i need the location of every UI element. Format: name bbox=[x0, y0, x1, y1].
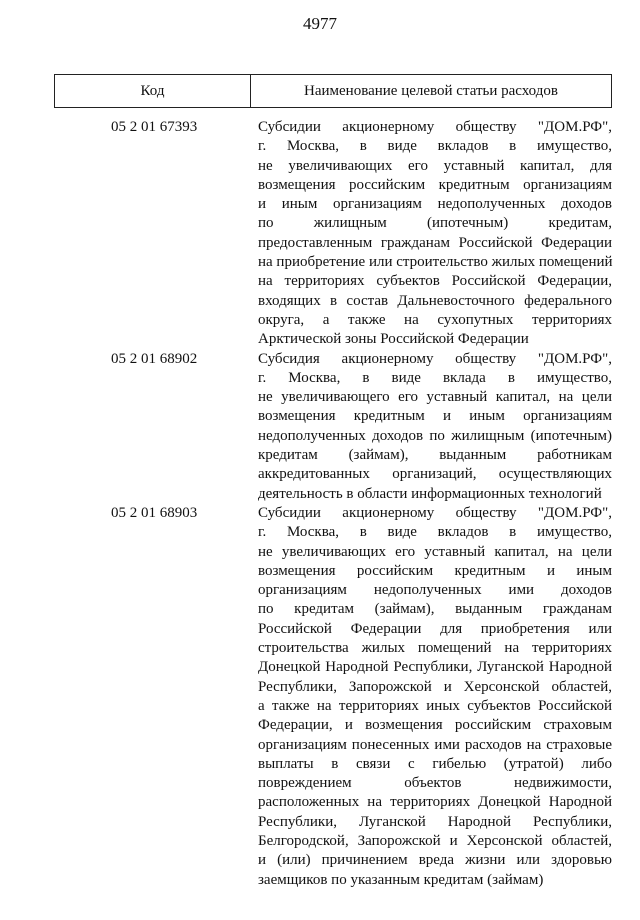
header-name: Наименование целевой статьи расходов bbox=[304, 82, 558, 99]
description-line: Республики, Луганской Народной Республики, bbox=[258, 813, 612, 830]
table-body bbox=[0, 118, 640, 890]
table-row bbox=[0, 504, 640, 890]
description-line: не увеличивающих его уставный капитал, для bbox=[258, 157, 612, 174]
description-line: недополученных доходов по жилищным (ипотечным) bbox=[258, 427, 612, 444]
description-line: и (или) причинением вреда жизни или здоровью bbox=[258, 852, 612, 869]
description-line: Федерации, и возмещения российским страховым bbox=[258, 717, 612, 734]
table-header bbox=[54, 74, 612, 108]
description-line: аккредитованных организаций, осуществляющих bbox=[258, 466, 612, 483]
description-line: а также на территориях иных субъектов Российской bbox=[258, 697, 612, 714]
row-code: 05 2 01 68903 bbox=[111, 504, 198, 521]
description-line: возмещения российским кредитным и иным bbox=[258, 562, 612, 579]
description-line: возмещения российским кредитным организациям bbox=[258, 176, 612, 193]
description-line: на приобретение или строительство жилых помещений bbox=[258, 254, 613, 271]
description-line: по кредитам (займам), выданным гражданам bbox=[258, 601, 612, 618]
description-line: по жилищным (ипотечным) кредитам, bbox=[258, 215, 612, 232]
description-line: не увеличивающих его уставный капитал, на цели bbox=[258, 543, 612, 560]
description-line: организациям понесенных ими расходов на страховые bbox=[258, 736, 612, 753]
page-number: 4977 bbox=[303, 14, 337, 33]
row-description bbox=[258, 350, 612, 504]
description-line: Российской Федерации для приобретения или bbox=[258, 620, 612, 637]
description-line: на территориях субъектов Российской Федерации, bbox=[258, 273, 612, 290]
description-line: Белгородской, Запорожской и Херсонской областей, bbox=[258, 832, 612, 849]
row-code: 05 2 01 67393 bbox=[111, 119, 198, 135]
description-line: Республики, Запорожской и Херсонской областей, bbox=[258, 678, 612, 695]
row-description bbox=[258, 118, 612, 350]
description-line: организациям недополученных ими доходов bbox=[258, 582, 612, 599]
description-line: кредитам (займам), выданным работникам bbox=[258, 447, 612, 464]
description-line: г. Москва, в виде вкладов в имущество, bbox=[258, 138, 612, 155]
row-code: 05 2 01 68902 bbox=[111, 350, 198, 367]
description-line: г. Москва, в виде вкладов в имущество, bbox=[258, 524, 612, 541]
header-code: Код bbox=[55, 75, 251, 107]
description-line: Арктической зоны Российской Федерации bbox=[258, 331, 529, 348]
description-line: Субсидии акционерному обществу "ДОМ.РФ", bbox=[258, 119, 612, 135]
description-line: не увеличивающего его уставный капитал, на цели bbox=[258, 389, 612, 406]
description-line: г. Москва, в виде вклада в имущество, bbox=[258, 369, 612, 386]
row-description bbox=[258, 504, 612, 890]
description-line: деятельность в области информационных технологий bbox=[258, 485, 602, 502]
description-line: расположенных на территориях Донецкой Народной bbox=[258, 794, 612, 811]
description-line: предоставленным гражданам Российской Федерации bbox=[258, 234, 612, 251]
description-line: повреждением объектов недвижимости, bbox=[258, 775, 612, 792]
table-row bbox=[0, 350, 640, 504]
description-line: Донецкой Народной Республики, Луганской Народной bbox=[258, 659, 612, 676]
description-line: строительства жилых помещений на территориях bbox=[258, 640, 612, 657]
description-line: округа, а также на сухопутных территориях bbox=[258, 311, 612, 328]
description-line: заемщиков по указанным кредитам (займам) bbox=[258, 871, 544, 888]
description-line: входящих в состав Дальневосточного федерального bbox=[258, 292, 612, 309]
description-line: возмещения кредитным и иным организациям bbox=[258, 408, 612, 425]
table-row bbox=[0, 118, 640, 350]
description-line: Субсидия акционерному обществу "ДОМ.РФ", bbox=[258, 350, 612, 367]
description-line: выплаты в связи с гибелью (утратой) либо bbox=[258, 755, 612, 772]
description-line: Субсидии акционерному обществу "ДОМ.РФ", bbox=[258, 504, 612, 521]
description-line: и иным организациям недополученных доходов bbox=[258, 196, 612, 213]
